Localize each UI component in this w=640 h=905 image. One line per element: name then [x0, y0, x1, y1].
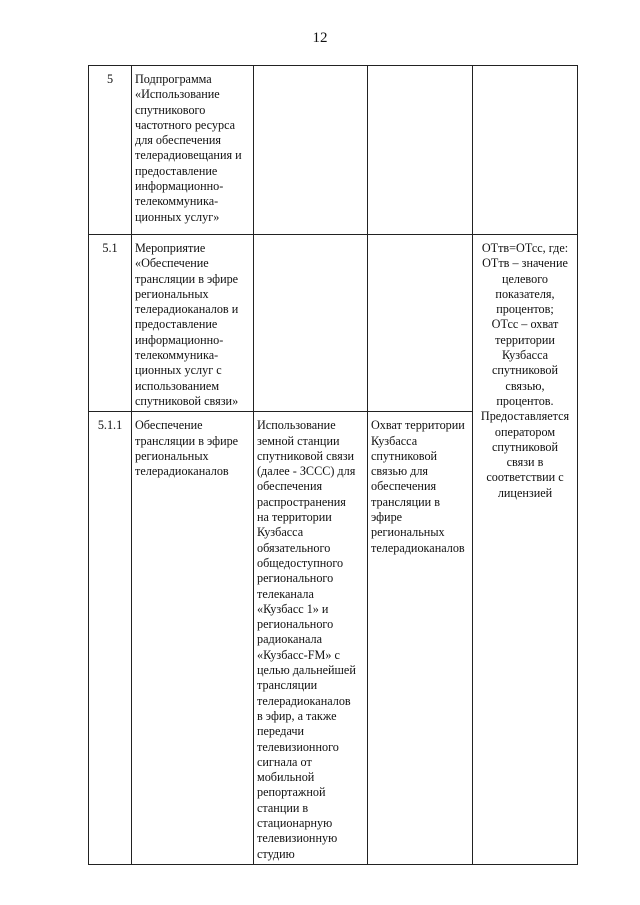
description-cell [254, 66, 368, 235]
formula-cell [473, 235, 578, 865]
indicator-cell [368, 66, 473, 235]
description-cell: Использование земной станции спутниковой связи (далее - ЗССС) для обеспечения распространения на территории Кузбасса обязательного общедоступного регионального телеканала «Кузбасс 1» и регионального радиоканала «Кузбасс-FM» с целью дальнейшей трансляции телерадиоканалов в эфир, а также передачи телевизионного сигнала от мобильной репортажной станции в стационарную телевизионную студию [254, 412, 368, 865]
program-table [88, 65, 578, 865]
indicator-cell: Охват территории Кузбасса спутниковой связью для обеспечения трансляции в эфире региональных телерадиоканалов [368, 412, 473, 865]
description-cell [254, 235, 368, 412]
table-row [89, 235, 578, 412]
formula-cell-empty [473, 66, 578, 235]
page-number: 12 [312, 30, 328, 46]
indicator-cell [368, 235, 473, 412]
table-row [89, 66, 578, 235]
row-number: 5 [89, 66, 132, 235]
activity-name-cell: Мероприятие «Обеспечение трансляции в эфире региональных телерадиоканалов и предоставление информационно- телекоммуника- ционных услуг с использованием спутниковой связи» [132, 235, 254, 412]
row-number: 5.1.1 [89, 412, 132, 865]
formula-text: ОТтв=ОТсс, где: ОТтв – значение целевого показателя, процентов; ОТсс – охват территории Кузбасса спутниковой связью, процентов. Предоставляется оператором спутниковой связи в соответствии с лицензией [480, 241, 570, 500]
task-name-cell: Обеспечение трансляции в эфире региональных телерадиоканалов [132, 412, 254, 865]
row-number: 5.1 [89, 235, 132, 412]
program-name-cell: Подпрограмма «Использование спутникового частотного ресурса для обеспечения телерадиовещания и предоставление информационно- телекоммуника- ционных услуг» [132, 66, 254, 235]
